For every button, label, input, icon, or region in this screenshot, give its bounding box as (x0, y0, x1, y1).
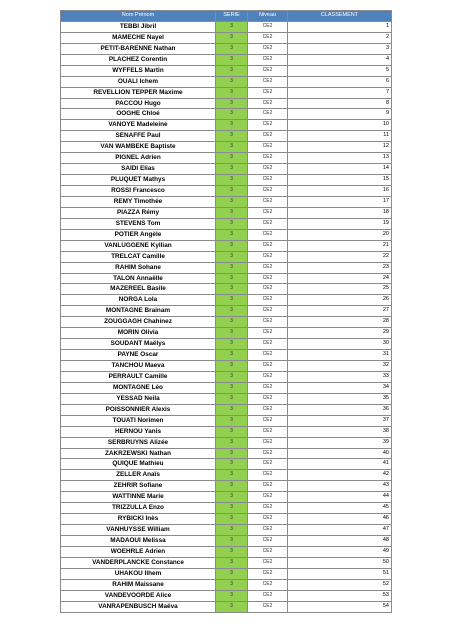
cell-niveau: CE2 (248, 317, 288, 328)
table-row (61, 32, 392, 43)
cell-name: WATTINNE Marie (61, 492, 216, 503)
cell-niveau: CE2 (248, 437, 288, 448)
cell-niveau: CE2 (248, 470, 288, 481)
table-row (61, 557, 392, 568)
cell-serie: 3 (216, 328, 248, 339)
cell-niveau: CE2 (248, 229, 288, 240)
table-row (61, 306, 392, 317)
cell-serie: 3 (216, 218, 248, 229)
cell-niveau: CE2 (248, 164, 288, 175)
cell-serie: 3 (216, 579, 248, 590)
cell-rank: 30 (288, 339, 392, 350)
cell-name: ZEHRIR Sofiane (61, 481, 216, 492)
header-row (61, 11, 392, 22)
cell-niveau: CE2 (248, 371, 288, 382)
table-row (61, 43, 392, 54)
cell-rank: 3 (288, 43, 392, 54)
cell-serie: 3 (216, 229, 248, 240)
cell-name: RYBICKI Inès (61, 514, 216, 525)
cell-serie: 3 (216, 404, 248, 415)
cell-rank: 29 (288, 328, 392, 339)
table-row (61, 371, 392, 382)
cell-rank: 21 (288, 240, 392, 251)
cell-serie: 3 (216, 470, 248, 481)
cell-name: STEVENS Tom (61, 218, 216, 229)
cell-serie: 3 (216, 492, 248, 503)
cell-rank: 20 (288, 229, 392, 240)
cell-rank: 37 (288, 415, 392, 426)
cell-rank: 28 (288, 317, 392, 328)
cell-niveau: CE2 (248, 240, 288, 251)
cell-name: PIAZZA Rémy (61, 207, 216, 218)
table-row (61, 153, 392, 164)
cell-name: PERRAULT Camille (61, 371, 216, 382)
cell-name: PAYNE Oscar (61, 350, 216, 361)
cell-name: PETIT-BARENNE Nathan (61, 43, 216, 54)
table-row (61, 109, 392, 120)
cell-niveau: CE2 (248, 32, 288, 43)
cell-serie: 3 (216, 525, 248, 536)
table-row (61, 361, 392, 372)
cell-rank: 15 (288, 175, 392, 186)
cell-serie: 3 (216, 448, 248, 459)
header-classement: CLASSEMENT (288, 11, 392, 22)
cell-rank: 33 (288, 371, 392, 382)
table-row (61, 382, 392, 393)
cell-name: SERBRUYNS Alizée (61, 437, 216, 448)
cell-name: MONTAGNE Brainam (61, 306, 216, 317)
cell-niveau: CE2 (248, 404, 288, 415)
cell-name: OUALI Ichem (61, 76, 216, 87)
cell-serie: 3 (216, 546, 248, 557)
cell-niveau: CE2 (248, 415, 288, 426)
table-row (61, 186, 392, 197)
cell-name: VANHUYSSE William (61, 525, 216, 536)
table-row (61, 350, 392, 361)
cell-serie: 3 (216, 382, 248, 393)
cell-niveau: CE2 (248, 87, 288, 98)
cell-niveau: CE2 (248, 328, 288, 339)
cell-serie: 3 (216, 568, 248, 579)
cell-serie: 3 (216, 87, 248, 98)
cell-rank: 31 (288, 350, 392, 361)
cell-name: MAZEREEL Basile (61, 284, 216, 295)
cell-name: SOUDANT Maëlys (61, 339, 216, 350)
cell-name: QUIQUE Mathieu (61, 459, 216, 470)
cell-serie: 3 (216, 65, 248, 76)
cell-rank: 26 (288, 295, 392, 306)
cell-name: VANRAPENBUSCH Maëva (61, 601, 216, 612)
cell-rank: 18 (288, 207, 392, 218)
cell-serie: 3 (216, 175, 248, 186)
cell-name: VAN WAMBEKE Baptiste (61, 142, 216, 153)
cell-rank: 16 (288, 186, 392, 197)
cell-serie: 3 (216, 503, 248, 514)
cell-rank: 43 (288, 481, 392, 492)
cell-serie: 3 (216, 426, 248, 437)
table-row (61, 426, 392, 437)
cell-serie: 3 (216, 371, 248, 382)
cell-rank: 54 (288, 601, 392, 612)
cell-serie: 3 (216, 295, 248, 306)
cell-name: VANLUGGENE Kyllian (61, 240, 216, 251)
cell-niveau: CE2 (248, 284, 288, 295)
table-row (61, 142, 392, 153)
cell-name: MONTAGNE Léo (61, 382, 216, 393)
cell-niveau: CE2 (248, 273, 288, 284)
cell-serie: 3 (216, 98, 248, 109)
cell-serie: 3 (216, 240, 248, 251)
cell-niveau: CE2 (248, 251, 288, 262)
table-row (61, 448, 392, 459)
table-row (61, 207, 392, 218)
cell-name: TANCHOU Maeva (61, 361, 216, 372)
cell-niveau: CE2 (248, 186, 288, 197)
cell-rank: 4 (288, 54, 392, 65)
cell-name: ZELLER Anaïs (61, 470, 216, 481)
cell-rank: 40 (288, 448, 392, 459)
cell-niveau: CE2 (248, 590, 288, 601)
cell-niveau: CE2 (248, 492, 288, 503)
table-row (61, 393, 392, 404)
cell-niveau: CE2 (248, 295, 288, 306)
cell-rank: 12 (288, 142, 392, 153)
cell-name: MADAOUI Melissa (61, 536, 216, 547)
cell-niveau: CE2 (248, 65, 288, 76)
table-row (61, 317, 392, 328)
cell-serie: 3 (216, 590, 248, 601)
cell-name: RAHIM Maissane (61, 579, 216, 590)
cell-serie: 3 (216, 306, 248, 317)
cell-serie: 3 (216, 120, 248, 131)
table-row (61, 284, 392, 295)
table-row (61, 251, 392, 262)
cell-niveau: CE2 (248, 153, 288, 164)
cell-rank: 27 (288, 306, 392, 317)
cell-serie: 3 (216, 251, 248, 262)
table-row (61, 54, 392, 65)
cell-serie: 3 (216, 273, 248, 284)
cell-serie: 3 (216, 54, 248, 65)
cell-name: VANOYE Madeleine (61, 120, 216, 131)
table-row (61, 65, 392, 76)
cell-rank: 45 (288, 503, 392, 514)
cell-name: SAIDI Elias (61, 164, 216, 175)
cell-niveau: CE2 (248, 503, 288, 514)
table-row (61, 404, 392, 415)
cell-rank: 34 (288, 382, 392, 393)
cell-rank: 10 (288, 120, 392, 131)
cell-niveau: CE2 (248, 568, 288, 579)
cell-rank: 42 (288, 470, 392, 481)
cell-rank: 11 (288, 131, 392, 142)
cell-serie: 3 (216, 76, 248, 87)
cell-rank: 7 (288, 87, 392, 98)
cell-rank: 23 (288, 262, 392, 273)
cell-serie: 3 (216, 164, 248, 175)
cell-rank: 17 (288, 196, 392, 207)
cell-rank: 8 (288, 98, 392, 109)
cell-niveau: CE2 (248, 557, 288, 568)
cell-name: ZOUGGAGH Chahinez (61, 317, 216, 328)
cell-serie: 3 (216, 207, 248, 218)
cell-name: PACCOU Hugo (61, 98, 216, 109)
cell-niveau: CE2 (248, 382, 288, 393)
cell-name: SENAFFE Paul (61, 131, 216, 142)
table-row (61, 295, 392, 306)
cell-serie: 3 (216, 437, 248, 448)
cell-serie: 3 (216, 262, 248, 273)
table-row (61, 590, 392, 601)
table-row (61, 579, 392, 590)
cell-niveau: CE2 (248, 218, 288, 229)
cell-niveau: CE2 (248, 109, 288, 120)
cell-rank: 39 (288, 437, 392, 448)
cell-niveau: CE2 (248, 339, 288, 350)
cell-rank: 46 (288, 514, 392, 525)
cell-name: VANDEVOORDE Alice (61, 590, 216, 601)
cell-serie: 3 (216, 21, 248, 32)
table-row (61, 196, 392, 207)
header-serie: SERIE (216, 11, 248, 22)
table-row (61, 525, 392, 536)
cell-name: TALON Annaëlle (61, 273, 216, 284)
cell-niveau: CE2 (248, 525, 288, 536)
cell-name: ROSSI Francesco (61, 186, 216, 197)
cell-name: OOGHE Chloé (61, 109, 216, 120)
cell-rank: 52 (288, 579, 392, 590)
cell-serie: 3 (216, 361, 248, 372)
cell-name: RAHIM Sohane (61, 262, 216, 273)
cell-serie: 3 (216, 43, 248, 54)
table-row (61, 164, 392, 175)
cell-serie: 3 (216, 153, 248, 164)
cell-niveau: CE2 (248, 196, 288, 207)
cell-niveau: CE2 (248, 306, 288, 317)
cell-name: PIGNEL Adrien (61, 153, 216, 164)
cell-serie: 3 (216, 350, 248, 361)
table-row (61, 87, 392, 98)
cell-rank: 2 (288, 32, 392, 43)
cell-name: NORGA Lola (61, 295, 216, 306)
cell-niveau: CE2 (248, 459, 288, 470)
cell-serie: 3 (216, 284, 248, 295)
table-row (61, 601, 392, 612)
table-row (61, 328, 392, 339)
cell-rank: 32 (288, 361, 392, 372)
cell-name: POISSONNIER Alexis (61, 404, 216, 415)
cell-niveau: CE2 (248, 21, 288, 32)
cell-niveau: CE2 (248, 43, 288, 54)
cell-name: WOEHRLE Adrien (61, 546, 216, 557)
cell-niveau: CE2 (248, 262, 288, 273)
cell-name: REVELLION TEPPER Maxime (61, 87, 216, 98)
cell-niveau: CE2 (248, 536, 288, 547)
cell-serie: 3 (216, 196, 248, 207)
table-row (61, 503, 392, 514)
cell-rank: 49 (288, 546, 392, 557)
cell-name: TOUATI Norimen (61, 415, 216, 426)
cell-name: REMY Timothée (61, 196, 216, 207)
cell-rank: 51 (288, 568, 392, 579)
table-row (61, 120, 392, 131)
cell-niveau: CE2 (248, 142, 288, 153)
cell-niveau: CE2 (248, 481, 288, 492)
table-row (61, 240, 392, 251)
cell-serie: 3 (216, 186, 248, 197)
cell-niveau: CE2 (248, 175, 288, 186)
table-header (61, 11, 392, 22)
cell-rank: 41 (288, 459, 392, 470)
cell-serie: 3 (216, 459, 248, 470)
cell-rank: 35 (288, 393, 392, 404)
table-row (61, 470, 392, 481)
cell-niveau: CE2 (248, 514, 288, 525)
cell-name: ZAKRZEWSKI Nathan (61, 448, 216, 459)
cell-rank: 22 (288, 251, 392, 262)
table-row (61, 339, 392, 350)
cell-name: YESSAD Neila (61, 393, 216, 404)
table-row (61, 262, 392, 273)
table-row (61, 273, 392, 284)
table-row (61, 568, 392, 579)
cell-niveau: CE2 (248, 448, 288, 459)
cell-serie: 3 (216, 536, 248, 547)
cell-niveau: CE2 (248, 393, 288, 404)
cell-rank: 53 (288, 590, 392, 601)
cell-niveau: CE2 (248, 54, 288, 65)
cell-serie: 3 (216, 601, 248, 612)
cell-niveau: CE2 (248, 426, 288, 437)
table-row (61, 481, 392, 492)
cell-serie: 3 (216, 142, 248, 153)
table-row (61, 131, 392, 142)
cell-name: TRELCAT Camille (61, 251, 216, 262)
cell-rank: 14 (288, 164, 392, 175)
table-row (61, 218, 392, 229)
cell-rank: 19 (288, 218, 392, 229)
table-row (61, 415, 392, 426)
cell-rank: 24 (288, 273, 392, 284)
cell-niveau: CE2 (248, 98, 288, 109)
cell-name: PLACHEZ Corentin (61, 54, 216, 65)
cell-rank: 47 (288, 525, 392, 536)
cell-niveau: CE2 (248, 361, 288, 372)
cell-serie: 3 (216, 317, 248, 328)
cell-rank: 6 (288, 76, 392, 87)
cell-serie: 3 (216, 481, 248, 492)
cell-name: WYFFELS Martin (61, 65, 216, 76)
header-niveau: Niveau (248, 11, 288, 22)
table-row (61, 21, 392, 32)
table-row (61, 98, 392, 109)
cell-niveau: CE2 (248, 601, 288, 612)
cell-niveau: CE2 (248, 131, 288, 142)
table-row (61, 492, 392, 503)
cell-serie: 3 (216, 131, 248, 142)
cell-serie: 3 (216, 557, 248, 568)
table-row (61, 175, 392, 186)
cell-name: TEBBI Jibril (61, 21, 216, 32)
cell-niveau: CE2 (248, 207, 288, 218)
cell-serie: 3 (216, 109, 248, 120)
cell-niveau: CE2 (248, 546, 288, 557)
cell-rank: 1 (288, 21, 392, 32)
cell-name: TRIZZULLA Enzo (61, 503, 216, 514)
ranking-table (60, 10, 392, 613)
cell-niveau: CE2 (248, 350, 288, 361)
cell-rank: 13 (288, 153, 392, 164)
cell-rank: 25 (288, 284, 392, 295)
table-row (61, 546, 392, 557)
cell-serie: 3 (216, 514, 248, 525)
cell-rank: 9 (288, 109, 392, 120)
table-row (61, 514, 392, 525)
cell-niveau: CE2 (248, 76, 288, 87)
cell-serie: 3 (216, 32, 248, 43)
cell-serie: 3 (216, 415, 248, 426)
table-row (61, 536, 392, 547)
table-row (61, 76, 392, 87)
cell-niveau: CE2 (248, 120, 288, 131)
cell-serie: 3 (216, 339, 248, 350)
cell-rank: 36 (288, 404, 392, 415)
table-row (61, 437, 392, 448)
cell-name: HERNOU Yanis (61, 426, 216, 437)
cell-name: MORIN Olivia (61, 328, 216, 339)
cell-name: VANDERPLANCKE Constance (61, 557, 216, 568)
cell-name: POTIER Angèle (61, 229, 216, 240)
cell-serie: 3 (216, 393, 248, 404)
cell-name: UHAKOU Ilhem (61, 568, 216, 579)
cell-niveau: CE2 (248, 579, 288, 590)
table-row (61, 229, 392, 240)
cell-rank: 44 (288, 492, 392, 503)
cell-rank: 48 (288, 536, 392, 547)
table-row (61, 459, 392, 470)
cell-rank: 38 (288, 426, 392, 437)
cell-rank: 50 (288, 557, 392, 568)
cell-name: MAMECHE Nayel (61, 32, 216, 43)
table-body (61, 21, 392, 612)
cell-rank: 5 (288, 65, 392, 76)
header-name: Nom Prénom (61, 11, 216, 22)
cell-name: PLUQUET Mathys (61, 175, 216, 186)
